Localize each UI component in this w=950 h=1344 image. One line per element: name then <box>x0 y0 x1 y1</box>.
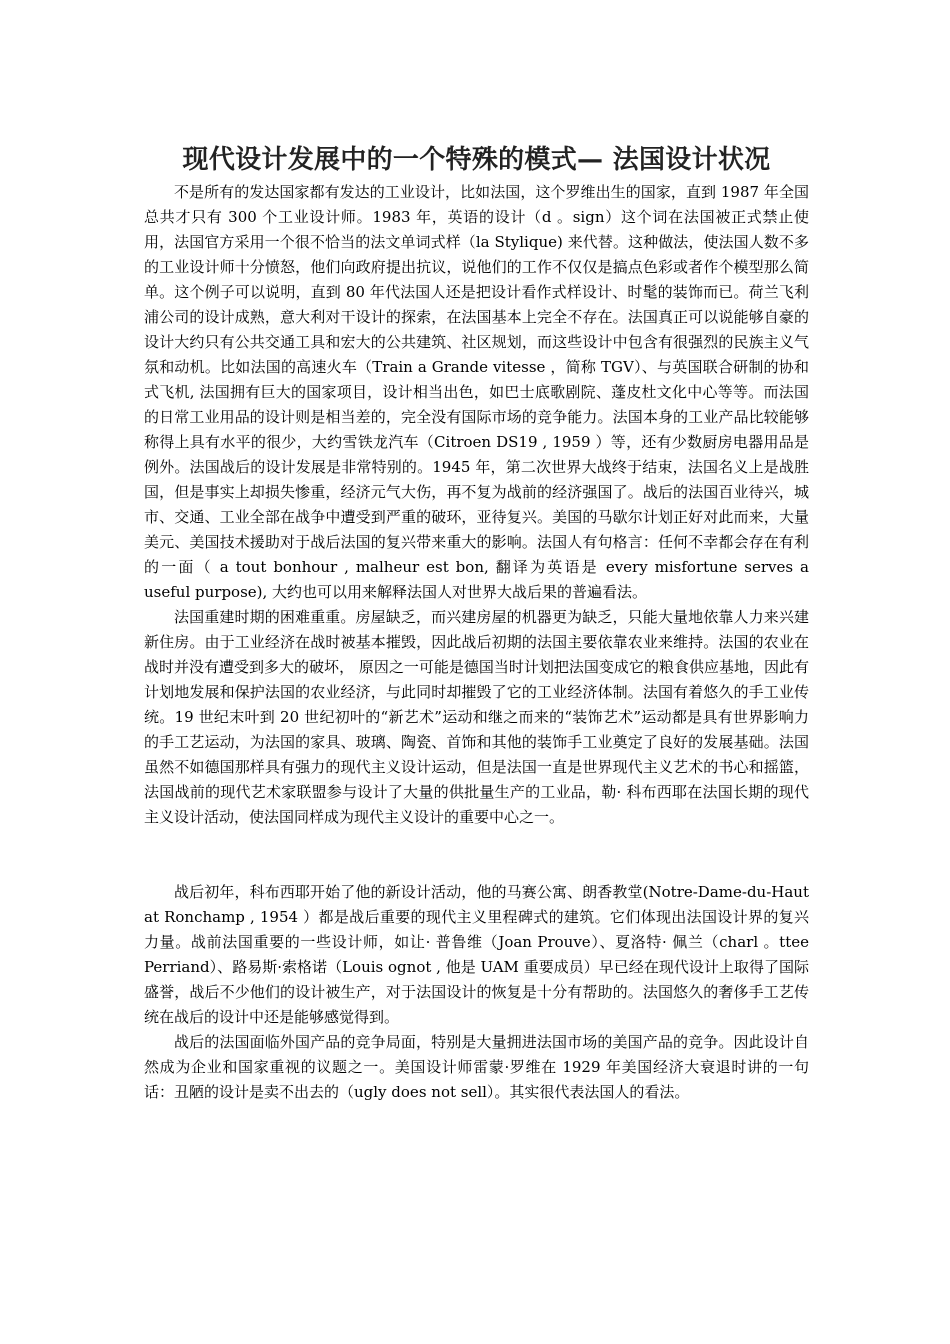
paragraph-4: 战后的法国面临外国产品的竞争局面，特别是大量拥进法国市场的美国产品的竞争。因此设计自然成为企业和国家重视的议题之一。美国设计师雷蒙·罗维在 1929 年美国经济大衰退时讲的一句话：丑陋的设计是卖不出去的（ugly does not sell）。其实很代表法国人的看法。 <box>144 1033 809 1101</box>
paragraph-3: 战后初年，科布西耶开始了他的新设计活动，他的马赛公寓、朗香教堂(Notre-Dame-du-Haut at Ronchamp , 1954 ）都是战后重要的现代主义里程碑式的建筑。它们体现出法国设计界的复兴力量。战前法国重要的一些设计师，如让· 普鲁维（Joan Prouve）、夏洛特· 佩兰（charl 。ttee Perriand）、路易斯·索格诺（Louis ognot , 他是 UAM 重要成员）早已经在现代设计上取得了国际盛誉，战后不少他们的设计被生产，对于法国设计的恢复是十分有帮助的。法国悠久的奢侈手工艺传统在战后的设计中还是能够感觉得到。 <box>144 883 809 1026</box>
document-title: 现代设计发展中的一个特殊的模式— 法国设计状况 <box>182 145 771 175</box>
paragraph-1: 不是所有的发达国家都有发达的工业设计，比如法国，这个罗维出生的国家，直到 1987 年全国总共才只有 300 个工业设计师。1983 年，英语的设计（d 。sign）这个词在法国被正式禁止使用，法国官方采用一个很不恰当的法文单词式样（la Stylique) 来代替。这种做法，使法国人数不多的工业设计师十分愤怒，他们向政府提出抗议，说他们的工作不仅仅是搞点色彩或者作个模型那么简单。这个例子可以说明，直到 80 年代法国人还是把设计看作式样设计、时髦的装饰而已。荷兰飞利浦公司的设计成熟，意大利对干设计的探索，在法国基本上完全不存在。法国真正可以说能够自豪的设计大约只有公共交通工具和宏大的公共建筑、社区规划，而这些设计中包含有很强烈的民族主义气氛和动机。比如法国的高速火车（Train a Grande vitesse ，简称 TGV）、与英国联合研制的协和式飞机, 法国拥有巨大的国家项目，设计相当出色，如巴士底歌剧院、蓬皮杜文化中心等等。而法国的日常工业用品的设计则是相当差的，完全没有国际市场的竞争能力。法国本身的工业产品比较能够称得上具有水平的很少，大约雪铁龙汽车（Citroen DS19 , 1959 ）等，还有少数厨房电器用品是例外。法国战后的设计发展是非常特别的。1945 年，第二次世界大战终于结束，法国名义上是战胜国，但是事实上却损失惨重，经济元气大伤，再不复为战前的经济强国了。战后的法国百业待兴，城市、交通、工业全部在战争中遭受到严重的破环，亚待复兴。美国的马歇尔计划正好对此而来，大量美元、美国技术援助对于战后法国的复兴带来重大的影响。法国人有句格言：任何不幸都会存在有利的一面（ a tout bonhour , malheur est bon, 翻译为英语是 every misfortune serves a useful purpose), 大约也可以用来解释法国人对世界大战后果的普遍看法。 <box>144 183 809 601</box>
document-page <box>144 140 809 1105</box>
paragraph-2: 法国重建时期的困难重重。房屋缺乏，而兴建房屋的机器更为缺乏，只能大量地依靠人力来兴建新住房。由于工业经济在战时被基本摧毁，因此战后初期的法国主要依靠农业来维持。法国的农业在战时并没有遭受到多大的破坏， 原因之一可能是德国当时计划把法国变成它的粮食供应基地，因此有计划地发展和保护法国的农业经济，与此同时却摧毁了它的工业经济体制。法国有着悠久的手工业传统。19 世纪末叶到 20 世纪初叶的“新艺术”运动和继之而来的“装饰艺术”运动都是具有世界影响力的手工艺运动，为法国的家具、玻璃、陶瓷、首饰和其他的装饰手工业奠定了良好的发展基础。法国虽然不如德国那样具有强力的现代主义设计运动，但是法国一直是世界现代主义艺术的书心和摇篮，法国战前的现代艺术家联盟参与设计了大量的供批量生产的工业品，勒· 科布西耶在法国长期的现代主义设计活动，使法国同样成为现代主义设计的重要中心之一。 <box>144 608 809 826</box>
paragraph-spacer <box>144 830 809 880</box>
